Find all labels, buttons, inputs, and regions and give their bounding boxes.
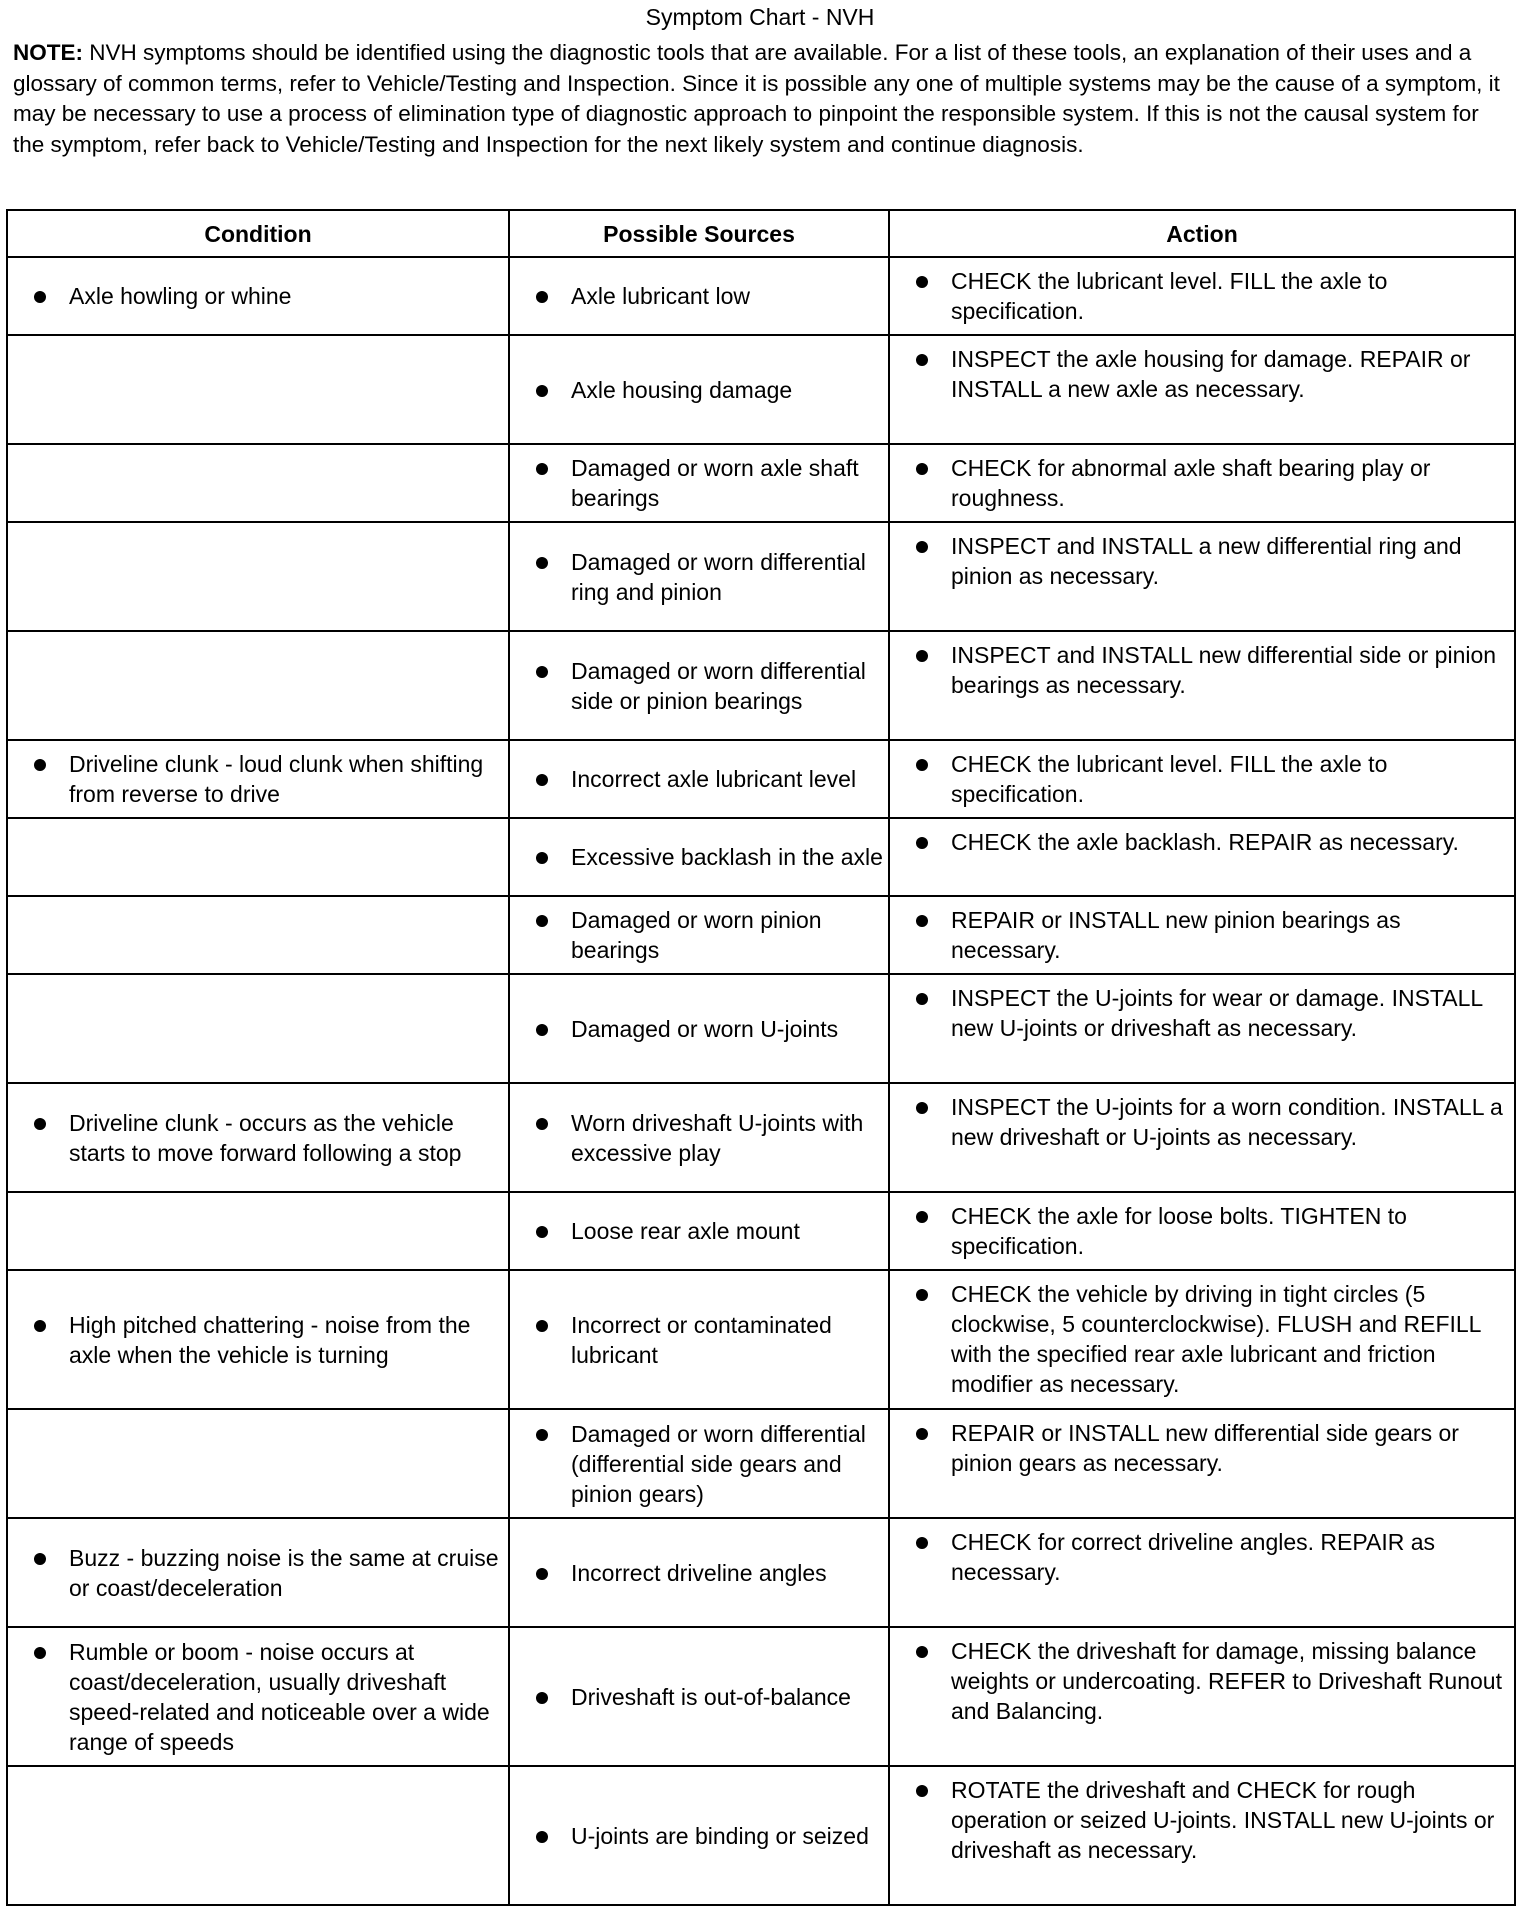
bullet-item [890, 632, 1514, 700]
table-row [7, 740, 1515, 818]
bullet-icon [536, 1429, 548, 1441]
bullet-item [8, 749, 508, 809]
bullet-item [510, 1419, 888, 1509]
bullet-item [510, 1682, 888, 1712]
table-row [7, 896, 1515, 974]
bullet-icon [536, 1568, 548, 1580]
action-cell [889, 1518, 1515, 1627]
table-row [7, 1270, 1515, 1409]
condition-text: Axle howling or whine [69, 283, 292, 309]
bullet-icon [916, 1289, 928, 1301]
condition-cell [7, 1192, 509, 1270]
condition-text: Driveline clunk - occurs as the vehicle starts to move forward following a stop [69, 1109, 462, 1166]
bullet-icon [916, 463, 928, 475]
note-paragraph [13, 38, 1513, 160]
action-text: CHECK the axle for loose bolts. TIGHTEN to specification. [951, 1203, 1407, 1259]
source-cell [509, 1083, 889, 1192]
bullet-item [510, 1310, 888, 1370]
condition-cell [7, 1518, 509, 1627]
condition-text: High pitched chattering - noise from the axle when the vehicle is turning [69, 1311, 471, 1368]
source-cell [509, 257, 889, 335]
condition-text: Driveline clunk - loud clunk when shifting from reverse to drive [69, 751, 484, 807]
bullet-item [890, 1410, 1514, 1478]
table-row [7, 1627, 1515, 1766]
source-text: Excessive backlash in the axle [571, 844, 883, 870]
bullet-icon [536, 291, 548, 303]
action-cell [889, 974, 1515, 1083]
source-text: Incorrect or contaminated lubricant [571, 1311, 832, 1368]
bullet-item [510, 453, 888, 513]
action-cell [889, 631, 1515, 740]
bullet-item [510, 375, 888, 405]
bullet-item [890, 258, 1514, 326]
table-header-row [7, 210, 1515, 257]
bullet-icon [34, 1320, 46, 1332]
action-text: CHECK the driveshaft for damage, missing balance weights or undercoating. REFER to Driveshaft Runout and Balancing. [951, 1638, 1502, 1724]
bullet-icon [916, 1428, 928, 1440]
bullet-icon [536, 1024, 548, 1036]
bullet-item [510, 656, 888, 716]
action-text: CHECK for abnormal axle shaft bearing play or roughness. [951, 455, 1431, 511]
bullet-item [890, 741, 1514, 809]
bullet-icon [34, 1553, 46, 1565]
condition-cell [7, 444, 509, 522]
table-row [7, 1409, 1515, 1518]
bullet-icon [916, 276, 928, 288]
condition-cell [7, 896, 509, 974]
bullet-item [8, 1543, 508, 1603]
source-text: Loose rear axle mount [571, 1218, 800, 1244]
source-text: Driveshaft is out-of-balance [571, 1683, 851, 1710]
page-title: Symptom Chart - NVH [645, 4, 875, 30]
action-cell [889, 896, 1515, 974]
bullet-icon [34, 291, 46, 303]
action-cell [889, 257, 1515, 335]
table-row [7, 335, 1515, 444]
action-cell [889, 1270, 1515, 1409]
condition-cell [7, 335, 509, 444]
bullet-icon [916, 993, 928, 1005]
bullet-item [890, 1767, 1514, 1865]
bullet-icon [536, 915, 548, 927]
table-row [7, 1766, 1515, 1905]
source-text: Damaged or worn pinion bearings [571, 907, 822, 963]
source-cell [509, 522, 889, 631]
bullet-item [890, 819, 1514, 857]
source-text: Axle lubricant low [571, 283, 750, 309]
table-row [7, 522, 1515, 631]
bullet-item [510, 1108, 888, 1168]
bullet-item [890, 1271, 1514, 1399]
bullet-icon [536, 385, 548, 397]
source-cell [509, 974, 889, 1083]
action-text: REPAIR or INSTALL new pinion bearings as necessary. [951, 907, 1401, 963]
bullet-icon [916, 759, 928, 771]
source-cell [509, 740, 889, 818]
source-text: Incorrect axle lubricant level [571, 766, 857, 792]
note-text: NVH symptoms should be identified using the diagnostic tools that are available. For a list of these tools, an explanation of their uses and a glossary of common terms, refer to Vehicle/Testing and Inspection. Since it is possible any one of multiple systems may be the cause of a symptom, it may be necessary to use a process of elimination type of diagnostic approach to pinpoint the responsible system. If this is not the causal system for the symptom, refer back to Vehicle/Testing and Inspection for the next likely system and continue diagnosis. [13, 40, 1500, 157]
action-cell [889, 1083, 1515, 1192]
condition-cell [7, 1270, 509, 1409]
action-text: INSPECT and INSTALL new differential side or pinion bearings as necessary. [951, 642, 1497, 698]
bullet-icon [536, 666, 548, 678]
note-label: NOTE: [13, 40, 83, 65]
symptom-table [6, 209, 1516, 1906]
bullet-item [8, 1310, 508, 1370]
bullet-item [890, 445, 1514, 513]
bullet-icon [916, 1646, 928, 1658]
action-cell [889, 1409, 1515, 1518]
action-cell [889, 1766, 1515, 1905]
bullet-item [890, 523, 1514, 591]
table-row [7, 257, 1515, 335]
action-text: INSPECT the U-joints for a worn condition. INSTALL a new driveshaft or U-joints as necessary. [951, 1094, 1503, 1150]
header-condition: Condition [7, 210, 509, 257]
condition-cell [7, 257, 509, 335]
action-text: INSPECT and INSTALL a new differential ring and pinion as necessary. [951, 533, 1462, 589]
source-text: Incorrect driveline angles [571, 1559, 827, 1586]
source-text: Damaged or worn U-joints [571, 1015, 839, 1042]
bullet-item [890, 336, 1514, 404]
source-cell [509, 1518, 889, 1627]
bullet-icon [536, 463, 548, 475]
bullet-item [890, 975, 1514, 1043]
bullet-item [510, 764, 888, 794]
source-cell [509, 818, 889, 896]
condition-cell [7, 631, 509, 740]
bullet-item [8, 281, 508, 311]
action-cell [889, 335, 1515, 444]
action-cell [889, 522, 1515, 631]
bullet-icon [916, 541, 928, 553]
condition-cell [7, 1083, 509, 1192]
source-text: Axle housing damage [571, 376, 793, 403]
bullet-item [510, 1216, 888, 1246]
source-text: Damaged or worn axle shaft bearings [571, 455, 859, 511]
table-row [7, 631, 1515, 740]
bullet-item [8, 1637, 508, 1757]
header-action: Action [889, 210, 1515, 257]
bullet-icon [34, 759, 46, 771]
condition-cell [7, 740, 509, 818]
source-cell [509, 1409, 889, 1518]
bullet-icon [536, 1692, 548, 1704]
bullet-icon [916, 650, 928, 662]
bullet-item [510, 842, 888, 872]
bullet-icon [536, 1831, 548, 1843]
table-row [7, 1083, 1515, 1192]
condition-cell [7, 1766, 509, 1905]
source-cell [509, 896, 889, 974]
bullet-item [890, 1628, 1514, 1726]
table-row [7, 974, 1515, 1083]
table-row [7, 444, 1515, 522]
action-cell [889, 740, 1515, 818]
action-text: CHECK the vehicle by driving in tight circles (5 clockwise, 5 counterclockwise). FLUSH and REFILL with the specified rear axle lubricant and friction modifier as necessary. [951, 1281, 1481, 1397]
condition-cell [7, 1627, 509, 1766]
source-text: Damaged or worn differential ring and pinion [571, 548, 866, 605]
source-cell [509, 1270, 889, 1409]
source-text: Damaged or worn differential side or pinion bearings [571, 657, 866, 714]
action-text: INSPECT the U-joints for wear or damage. INSTALL new U-joints or driveshaft as necessary. [951, 985, 1483, 1041]
bullet-icon [536, 852, 548, 864]
action-text: CHECK the lubricant level. FILL the axle to specification. [951, 268, 1388, 324]
action-cell [889, 1192, 1515, 1270]
condition-cell [7, 974, 509, 1083]
condition-cell [7, 522, 509, 631]
action-text: CHECK the axle backlash. REPAIR as necessary. [951, 829, 1459, 855]
source-cell [509, 1192, 889, 1270]
bullet-item [890, 897, 1514, 965]
bullet-item [890, 1519, 1514, 1587]
bullet-item [510, 1014, 888, 1044]
action-text: ROTATE the driveshaft and CHECK for rough operation or seized U-joints. INSTALL new U-joints or driveshaft as necessary. [951, 1777, 1495, 1863]
source-text: Worn driveshaft U-joints with excessive play [571, 1109, 864, 1166]
bullet-icon [916, 837, 928, 849]
bullet-icon [536, 1226, 548, 1238]
table-row [7, 818, 1515, 896]
bullet-item [510, 1821, 888, 1851]
condition-cell [7, 818, 509, 896]
action-text: CHECK the lubricant level. FILL the axle to specification. [951, 751, 1388, 807]
source-cell [509, 1627, 889, 1766]
header-possible-sources: Possible Sources [509, 210, 889, 257]
bullet-icon [916, 1211, 928, 1223]
bullet-icon [916, 1537, 928, 1549]
condition-cell [7, 1409, 509, 1518]
bullet-item [890, 1193, 1514, 1261]
source-cell [509, 335, 889, 444]
action-text: INSPECT the axle housing for damage. REPAIR or INSTALL a new axle as necessary. [951, 346, 1471, 402]
bullet-item [510, 1558, 888, 1588]
bullet-icon [916, 1102, 928, 1114]
bullet-icon [536, 557, 548, 569]
action-cell [889, 818, 1515, 896]
bullet-icon [34, 1647, 46, 1659]
condition-text: Buzz - buzzing noise is the same at cruise or coast/deceleration [69, 1544, 499, 1601]
bullet-item [510, 547, 888, 607]
condition-text: Rumble or boom - noise occurs at coast/deceleration, usually driveshaft speed-related and noticeable over a wide range of speeds [69, 1638, 490, 1755]
bullet-item [510, 281, 888, 311]
bullet-icon [916, 1785, 928, 1797]
table-row [7, 1518, 1515, 1627]
source-cell [509, 1766, 889, 1905]
bullet-item [8, 1108, 508, 1168]
table-row [7, 1192, 1515, 1270]
bullet-icon [536, 1118, 548, 1130]
action-cell [889, 1627, 1515, 1766]
bullet-item [890, 1084, 1514, 1152]
source-cell [509, 631, 889, 740]
bullet-icon [536, 1320, 548, 1332]
bullet-item [510, 905, 888, 965]
bullet-icon [916, 915, 928, 927]
bullet-icon [536, 774, 548, 786]
action-cell [889, 444, 1515, 522]
action-text: CHECK for correct driveline angles. REPAIR as necessary. [951, 1529, 1436, 1585]
source-cell [509, 444, 889, 522]
action-text: REPAIR or INSTALL new differential side gears or pinion gears as necessary. [951, 1420, 1459, 1476]
source-text: Damaged or worn differential (differential side gears and pinion gears) [571, 1420, 866, 1507]
bullet-icon [34, 1118, 46, 1130]
bullet-icon [916, 354, 928, 366]
source-text: U-joints are binding or seized [571, 1822, 869, 1849]
